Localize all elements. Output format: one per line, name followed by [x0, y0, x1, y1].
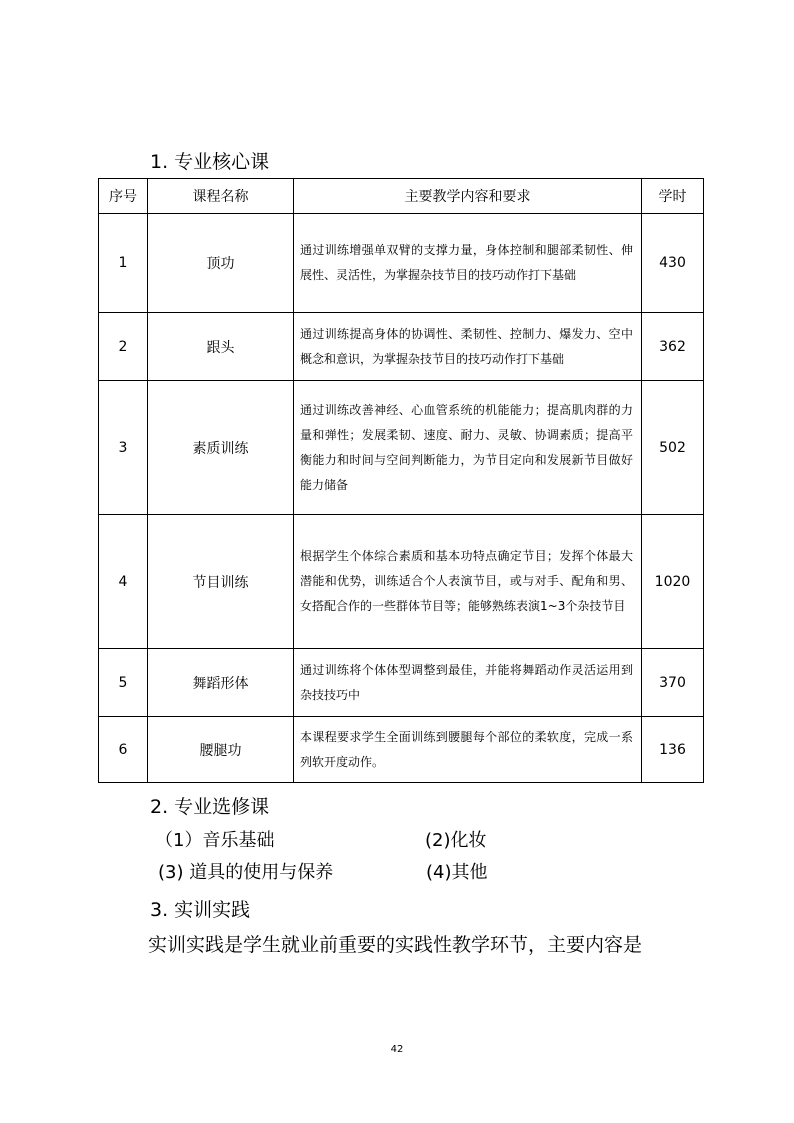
- row-content: 本课程要求学生全面训练到腰腿每个部位的柔软度，完成一系列软开度动作。: [294, 717, 642, 783]
- row-course-name: 腰腿功: [148, 717, 294, 783]
- table-row: [99, 381, 704, 515]
- row-no: 2: [99, 313, 148, 381]
- row-hours: 370: [642, 649, 704, 717]
- header-no: 序号: [99, 179, 148, 214]
- row-course-name: 跟头: [148, 313, 294, 381]
- section-heading-practice: 3. 实训实践: [150, 899, 251, 921]
- row-no: 4: [99, 515, 148, 649]
- row-content: 通过训练提高身体的协调性、柔韧性、控制力、爆发力、空中概念和意识，为掌握杂技节目的技巧动作打下基础: [294, 313, 642, 381]
- row-no: 5: [99, 649, 148, 717]
- row-no: 6: [99, 717, 148, 783]
- row-hours: 362: [642, 313, 704, 381]
- table-row: [99, 214, 704, 313]
- row-content: 通过训练改善神经、心血管系统的机能能力；提高肌肉群的力量和弹性；发展柔韧、速度、耐力、灵敏、协调素质；提高平衡能力和时间与空间判断能力，为节目定向和发展新节目做好能力储备: [294, 381, 642, 515]
- row-hours: 136: [642, 717, 704, 783]
- table-row: [99, 515, 704, 649]
- elective-item: （1）音乐基础: [155, 830, 275, 851]
- row-course-name: 顶功: [148, 214, 294, 313]
- header-course-name: 课程名称: [148, 179, 294, 214]
- row-content: 根据学生个体综合素质和基本功特点确定节目；发挥个体最大潜能和优势，训练适合个人表演节目，或与对手、配角和男、女搭配合作的一些群体节目等；能够熟练表演1~3个杂技节目: [294, 515, 642, 649]
- table-row: [99, 313, 704, 381]
- row-no: 3: [99, 381, 148, 515]
- row-hours: 502: [642, 381, 704, 515]
- row-content: 通过训练增强单双臂的支撑力量，身体控制和腿部柔韧性、伸展性、灵活性，为掌握杂技节目的技巧动作打下基础: [294, 214, 642, 313]
- elective-item: (2)化妆: [425, 830, 487, 851]
- section-heading-core-courses: 1. 专业核心课: [150, 151, 270, 173]
- row-hours: 1020: [642, 515, 704, 649]
- section-heading-electives: 2. 专业选修课: [150, 796, 270, 818]
- header-content: 主要教学内容和要求: [294, 179, 642, 214]
- row-course-name: 素质训练: [148, 381, 294, 515]
- practice-paragraph: 实训实践是学生就业前重要的实践性教学环节，主要内容是: [148, 934, 643, 956]
- core-courses-table: [98, 178, 704, 783]
- row-content: 通过训练将个体体型调整到最佳，并能将舞蹈动作灵活运用到杂技技巧中: [294, 649, 642, 717]
- row-no: 1: [99, 214, 148, 313]
- page-number: 42: [390, 1044, 404, 1055]
- row-hours: 430: [642, 214, 704, 313]
- row-course-name: 节目训练: [148, 515, 294, 649]
- row-course-name: 舞蹈形体: [148, 649, 294, 717]
- header-hours: 学时: [642, 179, 704, 214]
- elective-item: (4)其他: [426, 862, 488, 883]
- table-row: [99, 649, 704, 717]
- table-row: [99, 717, 704, 783]
- elective-item: (3) 道具的使用与保养: [158, 862, 334, 883]
- table-header-row: [99, 179, 704, 214]
